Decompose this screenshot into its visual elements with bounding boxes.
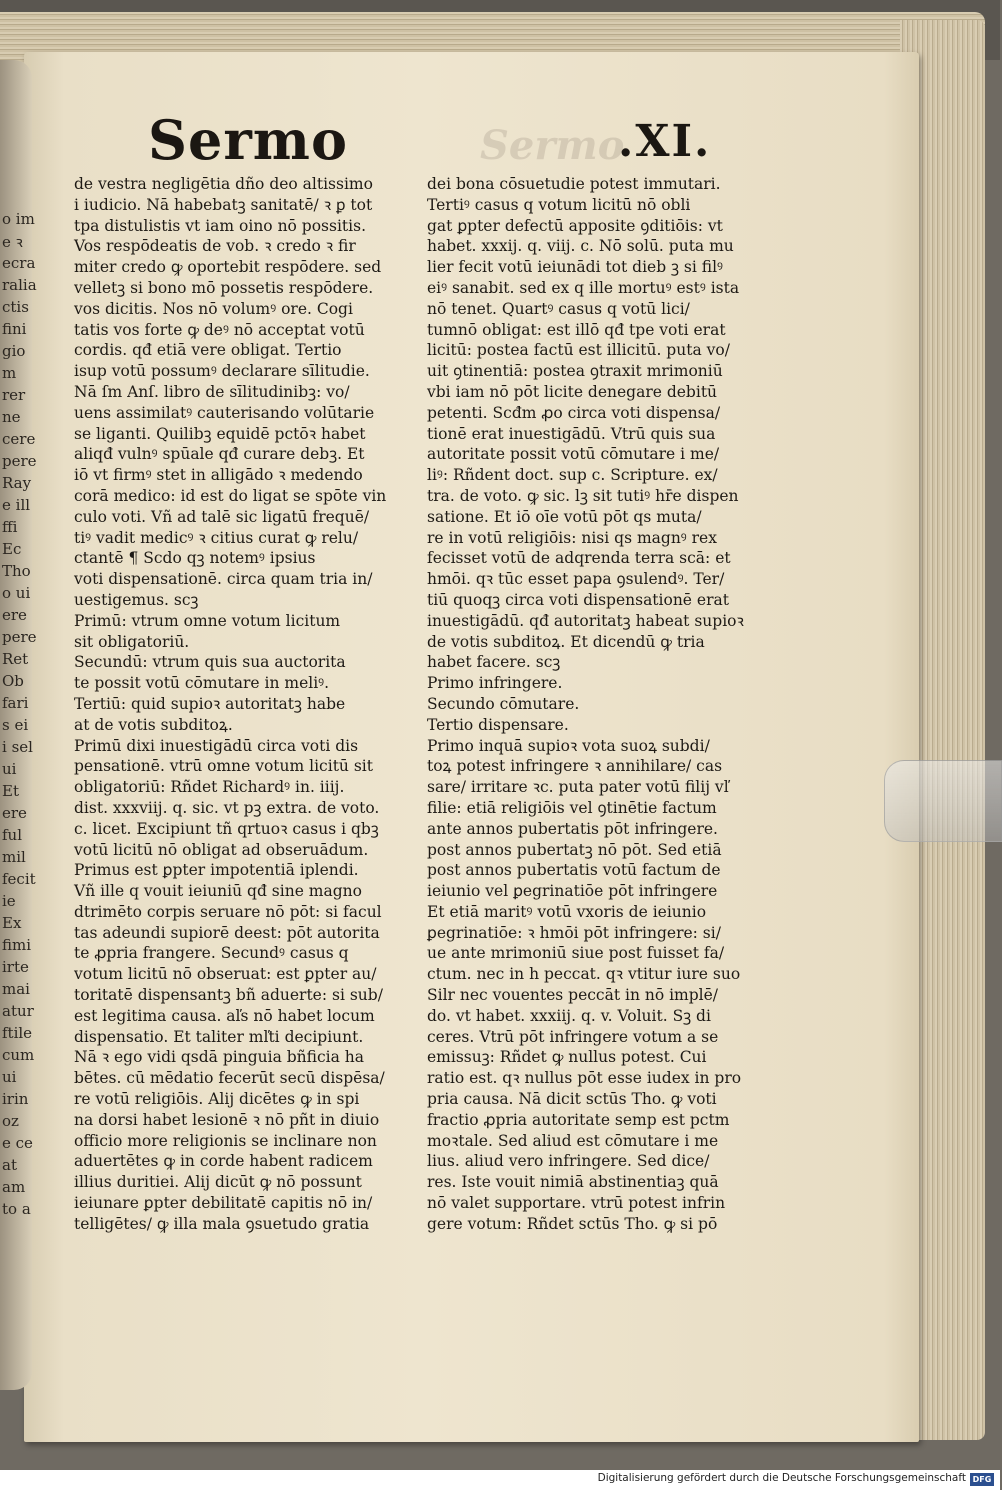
- right-column-line: Primo inquā supioꝛ vota suoꝝ subdi/: [427, 736, 710, 755]
- right-column-line: tiū quoqꝫ circa voti dispensationē erat: [427, 590, 729, 609]
- left-column-line: corā medico: id est do ligat se spōte vin: [74, 486, 387, 505]
- previous-page-fragment: s ei: [2, 716, 29, 734]
- left-column-line: obligatoriū: Rñdet Richardꝰ in. iiij.: [74, 778, 345, 797]
- previous-page-fragment: m: [2, 364, 17, 382]
- left-column-line: isup votū possumꝰ declarare sīlitudie.: [74, 362, 370, 381]
- previous-page-fragment: fimi: [2, 936, 32, 954]
- previous-page-fragment: ftile: [2, 1024, 33, 1042]
- right-column-line: nō tenet. Quartꝰ casus q votū lici/: [427, 299, 690, 318]
- right-column-line: Primo infringere.: [427, 674, 563, 693]
- right-column-line: filie: etiā religiōis vel ꝯtinētie factum: [427, 798, 717, 817]
- left-column-line: cordis. qđ etiā vere obligat. Tertio: [74, 341, 342, 360]
- right-column-line: ꝑegrinatiōe: ꝛ hmōi pōt infringere: si/: [427, 923, 721, 942]
- previous-page-fragment: e ill: [2, 496, 31, 514]
- left-column-line: est legitima causa. aľs nō habet locum: [74, 1006, 375, 1025]
- previous-page-fragment: rer: [2, 386, 26, 404]
- left-column-line: culo voti. Vñ ad talē sic ligatū frequē/: [74, 507, 370, 526]
- right-column-line: toꝝ potest infringere ꝛ annihilare/ cas: [427, 757, 723, 776]
- previous-page-fragment: irin: [2, 1090, 29, 1108]
- previous-page-fragment: Tho: [2, 562, 31, 580]
- right-column-line: ue ante mrimoniū siue post fuisset fa/: [427, 944, 725, 963]
- left-column-line: pensationē. vtrū omne votum licitū sit: [74, 757, 373, 776]
- right-column-line: petenti. Scđm ꝓo circa voti dispensa/: [427, 403, 721, 422]
- left-column-line: tas adeundi supiorē deest: pōt autorita: [74, 923, 380, 942]
- previous-page-fragment: ere: [2, 804, 27, 822]
- previous-page-fragment: Et: [2, 782, 19, 800]
- previous-page-fragment: Ob: [2, 672, 24, 690]
- previous-page-fragment: ralia: [2, 276, 37, 294]
- previous-page-fragment: Ex: [2, 914, 22, 932]
- right-column-line: re in votū religiōis: nisi qs magnꝰ rex: [427, 528, 717, 547]
- left-column-line: Primus est ꝑpter impotentiā iplendi.: [74, 861, 359, 880]
- bleed-through-text: Sermo: [480, 122, 625, 169]
- left-column-line: ieiunare ꝑpter debilitatē capitis nō in/: [74, 1194, 373, 1213]
- right-column-line: eiꝰ sanabit. sed ex q ille mortuꝰ estꝰ ista: [427, 278, 740, 297]
- previous-page-fragment: ecra: [2, 254, 36, 272]
- left-column-line: voti dispensationē. circa quam tria in/: [74, 570, 373, 589]
- previous-page-fragment: mil: [2, 848, 26, 866]
- left-column-line: miter credo ꝙ oportebit respōdere. sed: [74, 258, 382, 277]
- left-column-line: toritatē dispensantꝫ bñ aduerte: si sub/: [74, 986, 383, 1005]
- left-column-line: officio more religionis se inclinare non: [74, 1131, 377, 1150]
- previous-page-fragment: ere: [2, 606, 27, 624]
- right-column-line: do. vt habet. xxxiij. q. v. Voluit. Sꝫ di: [427, 1006, 711, 1025]
- right-column-line: satione. Et iō oīe votū pōt qs muta/: [427, 507, 702, 526]
- right-column-line: Tertiꝰ casus q votum licitū nō obli: [427, 195, 691, 214]
- left-column-line: sit obligatoriū.: [74, 632, 190, 651]
- left-column-line: telligētes/ ꝙ illa mala ꝯsuetudo gratia: [74, 1214, 370, 1233]
- left-column-line: vos dicitis. Nos nō volumꝰ ore. Cogi: [74, 299, 353, 318]
- left-column-line: c. licet. Excipiunt tñ qrtuoꝛ casus i qbꝫ: [74, 819, 379, 838]
- left-column-line: votum licitū nō obseruat: est ꝑpter au/: [74, 965, 377, 984]
- right-column-line: fractio ꝓpria autoritate semp est pctm: [427, 1110, 730, 1129]
- previous-page-fragment: oz: [2, 1112, 19, 1130]
- right-column-line: vbi iam nō pōt licite denegare debitū: [427, 382, 718, 401]
- left-column-line: tpa distulistis vt iam oino nō possitis.: [74, 216, 366, 235]
- right-column-line: ceres. Vtrū pōt infringere votum a se: [427, 1027, 719, 1046]
- right-column-line: dei bona cōsuetudie potest immutari.: [427, 175, 721, 193]
- right-column-line: post annos pubertatꝫ nō pōt. Sed etiā: [427, 840, 722, 859]
- right-column-line: Silr nec vouentes peccāt in nō implē/: [427, 986, 719, 1005]
- right-column-line: Et etiā maritꝰ votū vxoris de ieiunio: [427, 902, 707, 921]
- previous-page-fragment: fari: [2, 694, 29, 712]
- previous-page-fragment: ui: [2, 760, 17, 778]
- right-column-line: tumnō obligat: est illō qđ tpe voti erat: [427, 320, 726, 339]
- previous-page-fragment: o im: [2, 210, 35, 228]
- right-column-line: sare/ irritare ꝛc. puta pater votū filij vľ: [427, 778, 729, 797]
- previous-page-fragment: irte: [2, 958, 29, 976]
- right-column-line: ctum. nec in h peccat. qꝛ vtitur iure suo: [427, 965, 741, 984]
- previous-page-fragment: mai: [2, 980, 30, 998]
- right-column-line: ratio est. qꝛ nullus pōt esse iudex in pro: [427, 1069, 742, 1088]
- footer-bar: [0, 1470, 1000, 1490]
- left-column-line: re votū religiōis. Alij dicētes ꝙ in spi: [74, 1090, 360, 1109]
- right-column-line: pria causa. Nā dicit sctūs Tho. ꝙ voti: [427, 1090, 717, 1109]
- previous-page-fragment: e ce: [2, 1134, 33, 1152]
- left-column-line: dispensatio. Et taliter mľti decipiunt.: [74, 1027, 364, 1046]
- left-text-column: [74, 174, 414, 1235]
- previous-page-fragment: ne: [2, 408, 21, 426]
- right-column-line: moꝛtale. Sed aliud est cōmutare i me: [427, 1131, 719, 1150]
- left-column-line: aliqđ vulnꝰ spūale qđ curare debꝫ. Et: [74, 445, 365, 464]
- previous-page-fragment: e ꝛ: [2, 233, 23, 251]
- left-column-line: na dorsi habet lesionē ꝛ nō pñt in diuio: [74, 1110, 380, 1129]
- right-column-line: post annos pubertatis votū factum de: [427, 861, 721, 880]
- right-column-line: uit ꝯtinentiā: postea ꝯtraxit mrimoniū: [427, 362, 723, 381]
- left-column-line: Nā ꝛ ego vidi qsdā pinguia bñficia ha: [74, 1048, 365, 1067]
- previous-page-fragment: ie: [2, 892, 16, 910]
- left-column-line: uens assimilatꝰ cauterisando volūtarie: [74, 403, 375, 422]
- previous-page-fragment: cum: [2, 1046, 35, 1064]
- left-column-line: i iudicio. Nā habebatꝫ sanitatē/ ꝛ ꝑ tot: [74, 195, 373, 214]
- running-title: Sermo: [148, 108, 348, 172]
- right-column-line: Tertio dispensare.: [427, 715, 569, 734]
- right-column-line: Secundo cōmutare.: [427, 694, 580, 713]
- previous-page-fragment: Ray: [2, 474, 32, 492]
- left-column-line: votū licitū nō obligat ad obseruādum.: [74, 840, 369, 859]
- right-column-line: licitū: postea factū est illicitū. puta vo/: [427, 341, 730, 360]
- left-column-line: te possit votū cōmutare in meliꝰ.: [74, 674, 330, 693]
- previous-page-fragment: at: [2, 1156, 17, 1174]
- left-column-line: Tertiū: quid supioꝛ autoritatꝫ habe: [74, 694, 346, 713]
- previous-page-fragment: fini: [2, 320, 27, 338]
- left-column-line: Secundū: vtrum quis sua auctorita: [74, 653, 346, 672]
- right-column-line: lier fecit votū ieiunādi tot dieb ꝫ si filꝰ: [427, 258, 723, 277]
- left-column-line: at de votis subditoꝝ.: [74, 715, 233, 734]
- previous-page-edge: [0, 60, 37, 1390]
- left-column-line: uestigemus. scꝫ: [74, 590, 199, 609]
- right-column-line: gat ꝑpter defectū apposite ꝯditiōis: vt: [427, 216, 723, 235]
- right-column-line: tionē erat inuestigādū. Vtrū quis sua: [427, 424, 716, 443]
- previous-page-fragment: pere: [2, 628, 37, 646]
- left-column-line: illius duritiei. Alij dicūt ꝙ nō possunt: [74, 1173, 362, 1192]
- right-column-line: ante annos pubertatis pōt infringere.: [427, 819, 718, 838]
- previous-page-fragment: atur: [2, 1002, 34, 1020]
- right-column-line: gere votum: Rñdet sctūs Tho. ꝙ si pō: [427, 1214, 718, 1233]
- right-column-line: nō valet supportare. vtrū potest infrin: [427, 1194, 726, 1213]
- previous-page-fragment: cere: [2, 430, 36, 448]
- previous-page-fragment: i sel: [2, 738, 33, 756]
- right-column-line: lius. aliud vero infringere. Sed dice/: [427, 1152, 710, 1171]
- right-text-column: [427, 174, 772, 1235]
- previous-page-fragment: pere: [2, 452, 37, 470]
- previous-page-fragment: ctis: [2, 298, 29, 316]
- right-column-line: habet. xxxij. q. viij. c. Nō solū. puta mu: [427, 237, 734, 256]
- right-column-line: liꝰ: Rñdent doct. sup c. Scripture. ex/: [427, 466, 718, 485]
- page-clip: [884, 760, 1002, 842]
- left-column-line: dtrimēto corpis seruare nō pōt: si facul: [74, 902, 382, 921]
- previous-page-fragment: o ui: [2, 584, 31, 602]
- previous-page-fragment: Ec: [2, 540, 22, 558]
- previous-page-fragment: am: [2, 1178, 26, 1196]
- left-column-line: Vos respōdeatis de vob. ꝛ credo ꝛ fir: [74, 237, 356, 256]
- previous-page-fragment: ful: [2, 826, 23, 844]
- previous-page-fragment: to a: [2, 1200, 31, 1218]
- previous-page-fragment: Ret: [2, 650, 29, 668]
- right-column-line: de votis subditoꝝ. Et dicendū ꝙ tria: [427, 632, 705, 651]
- left-column-line: bētes. cū mēdatio fecerūt secū dispēsa/: [74, 1069, 385, 1088]
- left-column-line: ctantē ¶ Scdo qꝫ notemꝰ ipsius: [74, 549, 316, 568]
- left-column-line: iō vt firmꝰ stet in alligādo ꝛ medendo: [74, 466, 363, 485]
- digitization-credit: Digitalisierung gefördert durch die Deutsche Forschungsgemeinschaft: [597, 1472, 966, 1484]
- left-column-line: dist. xxxviij. q. sic. vt pꝫ extra. de voto.: [74, 798, 380, 817]
- right-column-line: tra. de voto. ꝙ sic. lꝫ sit tutiꝰ hr̄e dispen: [427, 486, 739, 505]
- previous-page-fragment: ffi: [2, 518, 18, 536]
- previous-page-fragment: ui: [2, 1068, 17, 1086]
- left-column-line: Primū: vtrum omne votum licitum: [74, 611, 341, 630]
- left-column-line: de vestra negligētia dño deo altissimo: [74, 175, 373, 193]
- previous-page-fragment: gio: [2, 342, 26, 360]
- left-column-line: se liganti. Quilibꝫ equidē pctōꝛ habet: [74, 424, 366, 443]
- right-column-line: hmōi. qꝛ tūc esset papa ꝯsulendꝰ. Ter/: [427, 570, 725, 589]
- right-column-line: autoritate possit votū cōmutare i me/: [427, 445, 720, 464]
- right-column-line: inuestigādū. qđ autoritatꝫ habeat supioꝛ: [427, 611, 744, 630]
- left-column-line: aduertētes ꝙ in corde habent radicem: [74, 1152, 373, 1171]
- running-header: [0, 108, 1000, 178]
- left-column-line: tiꝰ vadit medicꝰ ꝛ citius curat ꝙ relu/: [74, 528, 359, 547]
- previous-page-fragment: fecit: [2, 870, 36, 888]
- left-column-line: Nā ſm Anſ. libro de sīlitudinibꝫ: vo/: [74, 382, 350, 401]
- left-column-line: velletꝫ si bono mō possetis respōdere.: [74, 278, 374, 297]
- right-column-line: res. Iste vouit nimiā abstinentiaꝫ quā: [427, 1173, 719, 1192]
- right-column-line: habet facere. scꝫ: [427, 653, 561, 672]
- right-column-line: emissuꝫ: Rñdet ꝙ nullus potest. Cui: [427, 1048, 707, 1067]
- right-column-line: ieiunio vel ꝑegrinatiōe pōt infringere: [427, 882, 718, 901]
- sermon-numeral: .XI.: [618, 116, 712, 167]
- right-column-line: fecisset votū de adqrenda terra scā: et: [427, 549, 731, 568]
- left-column-line: tatis vos forte ꝙ deꝰ nō acceptat votū: [74, 320, 365, 339]
- dfg-logo: DFG: [970, 1473, 994, 1486]
- left-column-line: Primū dixi inuestigādū circa voti dis: [74, 736, 359, 755]
- left-column-line: Vñ ille q vouit ieiuniū qđ sine magno: [74, 882, 362, 901]
- left-column-line: te ꝓpria frangere. Secundꝰ casus q: [74, 944, 349, 963]
